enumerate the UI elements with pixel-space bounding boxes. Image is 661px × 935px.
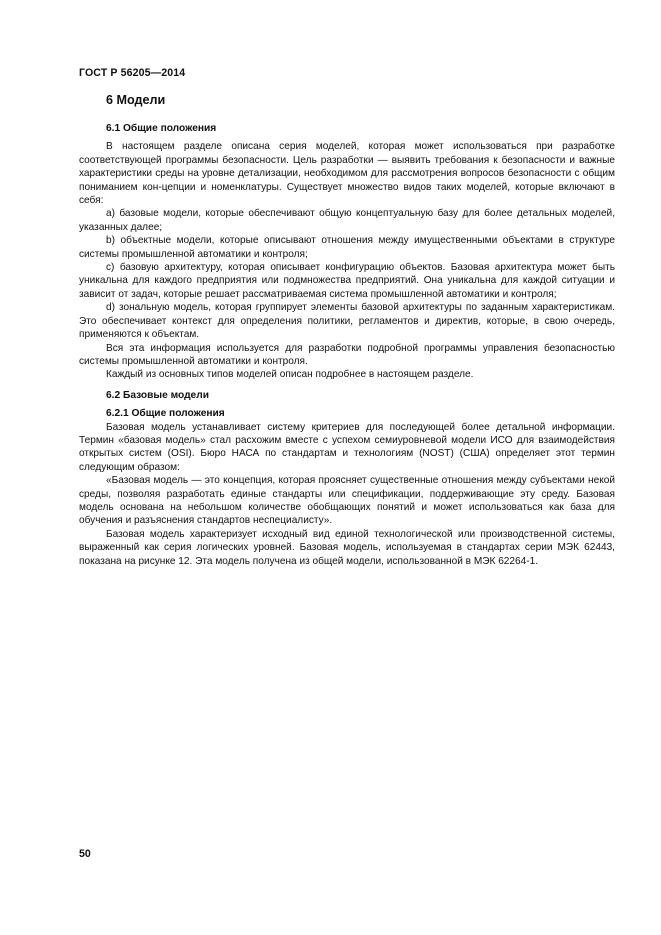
paragraph-reference-model-description: Базовая модель характеризует исходный вид единой технологической или производственной системы, выраженный как серия логических уровней. Базовая модель, используемая в стандартах серии МЭК 62443, показана на рисунке 12. Эта модель получена из общей модели, использованной в МЭК 62264-1. xyxy=(79,528,615,567)
paragraph-reference-model: Базовая модель устанавливает систему критериев для последующей более детальной информации. Термин «базовая модель» стал расхожим вместе с успехом семиуровневой модели ИСО для взаимодействия открытых систем (OSI). Бюро НАСА по стандартам и технологиям (NOST) (США) определяет этот термин следующим образом: xyxy=(79,421,615,473)
list-item-b: b) объектные модели, которые описывают отношения между имущественными объектами в структуре системы промышленной автоматики и контроля; xyxy=(79,235,615,260)
paragraph-closing: Каждый из основных типов моделей описан подробнее в настоящем разделе. xyxy=(106,369,474,381)
paragraph-intro: В настоящем разделе описана серия моделей, которая может использоваться при разработке соответствующей программы безопасности. Цель разработки — выявить требования к безопасности и важные характеристики среды на уровне детализации, необходимом для рассмотрения вопросов безопасности с общим пониманием кон-цепции и номенклатуры. Существует множество видов таких моделей, которые включают в себя: xyxy=(79,141,615,207)
standard-header: ГОСТ Р 56205—2014 xyxy=(79,67,186,79)
subsection-title-6-1: 6.1 Общие положения xyxy=(106,123,217,134)
subsubsection-title-6-2-1: 6.2.1 Общие положения xyxy=(106,408,225,420)
page-content xyxy=(79,92,615,568)
paragraph-summary: Вся эта информация используется для разработки подробной программы управления безопасностью системы промышленной автоматики и контроля. xyxy=(79,342,615,367)
list-item-d: d) зональную модель, которая группирует элементы базовой архитектуры по заданным характеристикам. Это обеспечивает контекст для определения политики, регламентов и директив, которые, в свою очередь, применяются к объектам. xyxy=(79,302,615,341)
subsection-title-6-2: 6.2 Базовые модели xyxy=(106,389,209,401)
paragraph-quote: «Базовая модель — это концепция, которая проясняет существенные отношения между субъектами некой среды, позволяя разработать единые стандарты или спецификации, поддерживающие эту среду. Базовая модель основана на небольшом количестве обобщающих понятий и может использоваться как база для обучения и разъяснения стандартов неспециалисту». xyxy=(79,475,615,527)
list-item-c: c) базовую архитектуру, которая описывает конфигурацию объектов. Базовая архитектура может быть уникальна для каждого предприятия или подмножества предприятий. Она уникальна для каждой ситуации и зависит от задач, которые решает рассматриваемая система промышленной автоматики и контроля; xyxy=(79,262,615,300)
list-item-a: a) базовые модели, которые обеспечивают общую концептуальную базу для более детальных моделей, указанных далее; xyxy=(79,208,615,233)
section-title: 6 Модели xyxy=(106,93,166,107)
page-number: 50 xyxy=(79,848,91,860)
